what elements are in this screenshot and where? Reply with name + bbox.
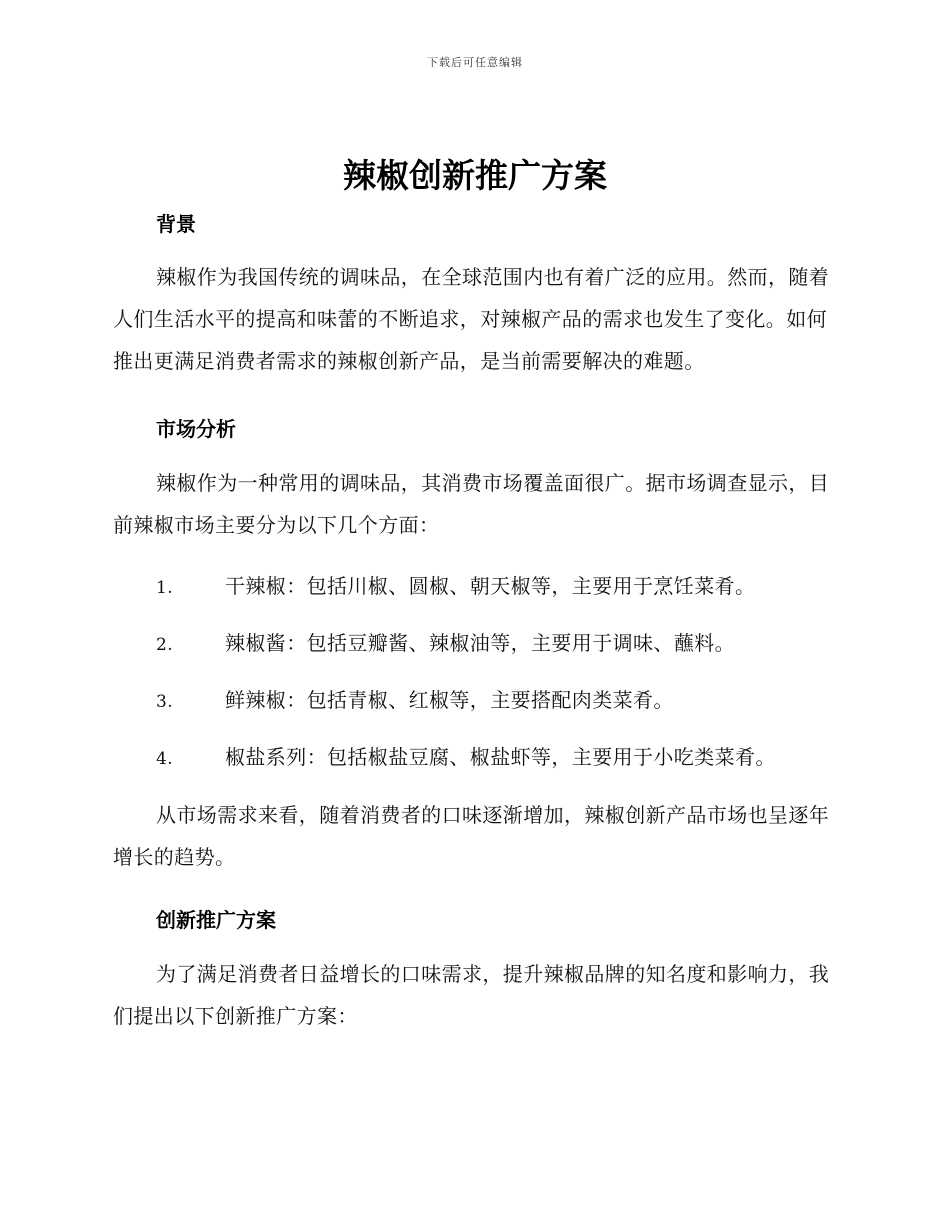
list-item <box>156 571 838 601</box>
list-item <box>156 742 838 772</box>
document-title: 辣椒创新推广方案 <box>343 156 607 195</box>
background-paragraph: 辣椒作为我国传统的调味品，在全球范围内也有着广泛的应用。然而，随着人们生活水平的提高和味蕾的不断追求，对辣椒产品的需求也发生了变化。如何推出更满足消费者需求的辣椒创新产品，是当前需要解决的难题。 <box>113 265 830 373</box>
list-text: 鲜辣椒：包括青椒、红椒等，主要搭配肉类菜肴。 <box>225 688 674 712</box>
list-number: 1. <box>156 578 174 598</box>
list-number: 2. <box>156 635 174 655</box>
section-heading-plan: 创新推广方案 <box>156 908 276 932</box>
list-number: 3. <box>156 692 174 712</box>
list-text: 辣椒酱：包括豆瓣酱、辣椒油等，主要用于调味、蘸料。 <box>225 631 735 655</box>
list-item <box>156 685 838 715</box>
section-heading-background: 背景 <box>156 212 196 236</box>
header-note: 下载后可任意编辑 <box>427 56 523 69</box>
list-text: 干辣椒：包括川椒、圆椒、朝天椒等，主要用于烹饪菜肴。 <box>225 574 756 598</box>
market-conclusion-paragraph: 从市场需求来看，随着消费者的口味逐渐增加，辣椒创新产品市场也呈逐年增长的趋势。 <box>113 803 830 869</box>
list-number: 4. <box>156 749 174 769</box>
plan-intro-paragraph: 为了满足消费者日益增长的口味需求，提升辣椒品牌的知名度和影响力，我们提出以下创新推广方案： <box>113 962 830 1028</box>
list-item <box>156 628 838 658</box>
market-intro-paragraph: 辣椒作为一种常用的调味品，其消费市场覆盖面很广。据市场调查显示，目前辣椒市场主要分为以下几个方面： <box>113 471 830 537</box>
list-text: 椒盐系列：包括椒盐豆腐、椒盐虾等，主要用于小吃类菜肴。 <box>225 745 776 769</box>
section-heading-market: 市场分析 <box>156 417 236 441</box>
